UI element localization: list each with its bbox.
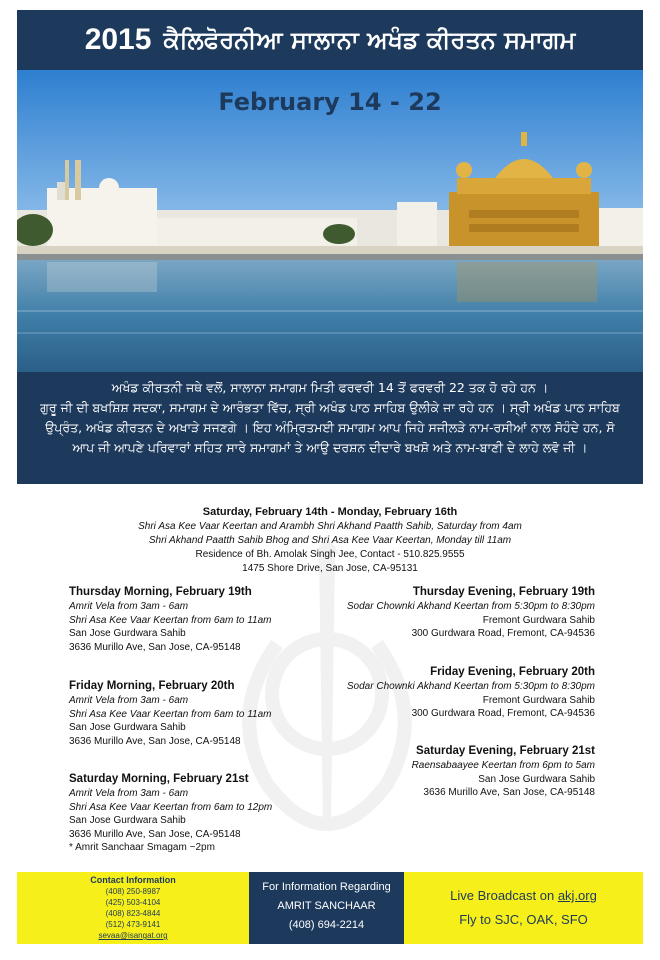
amrit-sanchaar-box [249,872,404,944]
event-heading: Friday Evening, February 20th [430,666,595,678]
opening-address: 1475 Shore Drive, San Jose, CA-95131 [242,563,418,574]
contact-email-link[interactable]: sevaa@isangat.org [98,931,168,940]
event-venue: Fremont Gurdwara Sahib [482,614,595,626]
event-venue: San Jose Gurdwara Sahib [69,628,186,640]
event-note: * Amrit Sanchaar Smagam ~2pm [69,842,215,854]
fly-line: Fly to SJC, OAK, SFO [459,912,588,927]
punjabi-announcement [17,372,643,484]
event-line: Sodar Chownki Akhand Keertan from 5:30pm to 8:30pm [346,601,595,612]
info-phone: (408) 694-2214 [288,919,365,931]
golden-temple-photo [17,70,643,372]
event-thursday-morning [69,584,272,654]
poster-header [17,10,643,70]
event-address: 3636 Murillo Ave, San Jose, CA-95148 [69,641,241,653]
contact-title: Contact Information [90,875,176,885]
event-venue: San Jose Gurdwara Sahib [69,815,186,827]
event-address: 3636 Murillo Ave, San Jose, CA-95148 [69,828,241,840]
poster [17,0,643,960]
opening-residence: Residence of Bh. Amolak Singh Jee, Contact - 510.825.9555 [195,549,465,560]
broadcast-prefix: Live Broadcast on [450,888,558,903]
info-line: AMRIT SANCHAAR [277,900,376,912]
event-friday-evening [347,664,595,721]
contact-box [17,872,249,944]
event-line: Amrit Vela from 3am - 6am [69,788,189,799]
contact-phone: (408) 823-4844 [105,909,161,918]
event-saturday-evening [412,743,595,800]
event-line: Shri Asa Kee Vaar Keertan from 6am to 12pm [69,801,273,813]
event-heading: Saturday Evening, February 21st [416,745,595,757]
event-saturday-morning [69,771,272,855]
event-line: Raensabaayee Keertan from 6pm to 5am [411,760,595,771]
event-line: Sodar Chownki Akhand Keertan from 5:30pm to 8:30pm [346,681,595,692]
poster-title: ਕੈਲਿਫੋਰਨੀਆ ਸਾਲਾਨਾ ਅਖੰਡ ਕੀਰਤਨ ਸਮਾਗਮ [163,26,576,54]
event-address: 3636 Murillo Ave, San Jose, CA-95148 [69,735,241,747]
event-address: 300 Gurdwara Road, Fremont, CA-94536 [411,708,595,720]
schedule-section [17,484,643,872]
opening-heading: Saturday, February 14th - Monday, February 16th [202,506,458,518]
poster-year: 2015 [84,23,152,56]
contact-phone: (512) 473-9141 [105,920,161,929]
event-dates: February 14 - 22 [218,88,442,116]
punjabi-line: ਉਪ੍ਰੰਤ, ਅਖੰਡ ਕੀਰਤਨ ਦੇ ਅਖਾੜੇ ਸਜਣਗੇ । ਇਹ ਅੰਮ੍ਰਿਤਮਈ ਸਮਾਗਮ ਆਪ ਜਿਹੇ ਸਜੀਲੜੇ ਨਾਮ-ਰਸੀਆਂ ਨਾਲ ਸੋਹੰਦੇ ਹਨ, ਸੋ [45,420,615,435]
akj-site-link[interactable]: akj.org [557,888,597,903]
info-line: For Information Regarding [262,881,391,893]
event-venue: Fremont Gurdwara Sahib [482,694,595,706]
contact-phone: (425) 503-4104 [105,898,161,907]
punjabi-line: ਗੁਰੂ ਜੀ ਦੀ ਬਖਸ਼ਿਸ਼ ਸਦਕਾ, ਸਮਾਗਮ ਦੇ ਆਰੰਭਤਾ ਵਿੱਚ, ਸ੍ਰੀ ਅਖੰਡ ਪਾਠ ਸਾਹਿਬ ਉਲੀਕੇ ਜਾ ਰਹੇ ਹਨ । ਸ੍ਰੀ ਅਖੰਡ ਪਾਠ ਸਾਹਿਬ [40,400,620,415]
opening-line: Shri Akhand Paatth Sahib Bhog and Shri Asa Kee Vaar Keertan, Monday till 11am [148,535,512,546]
punjabi-line: ਆਪ ਜੀ ਆਪਣੇ ਪਰਿਵਾਰਾਂ ਸਹਿਤ ਸਾਰੇ ਸਮਾਗਮਾਂ ਤੇ ਆਉ ਦਰਸ਼ਨ ਦੀਦਾਰੇ ਬਖਸ਼ੋ ਅਤੇ ਨਾਮ-ਬਾਣੀ ਦੇ ਲਾਹੇ ਲਵੋ ਜੀ । [72,440,588,455]
event-line: Shri Asa Kee Vaar Keertan from 6am to 11am [69,614,272,626]
event-heading: Saturday Morning, February 21st [69,773,249,785]
punjabi-line: ਅਖੰਡ ਕੀਰਤਨੀ ਜਥੇ ਵਲੋਂ, ਸਾਲਾਨਾ ਸਮਾਗਮ ਮਿਤੀ ਫਰਵਰੀ 14 ਤੋਂ ਫਰਵਰੀ 22 ਤਕ ਹੋ ਰਹੇ ਹਨ । [111,380,549,395]
broadcast-line [404,884,643,908]
event-friday-morning [69,678,272,748]
broadcast-box [404,872,643,944]
event-thursday-evening [347,584,595,641]
footer [17,872,643,944]
opening-line: Shri Asa Kee Vaar Keertan and Arambh Shri Akhand Paatth Sahib, Saturday from 4am [138,521,522,532]
event-line: Amrit Vela from 3am - 6am [69,695,189,706]
event-address: 3636 Murillo Ave, San Jose, CA-95148 [423,787,595,799]
event-heading: Thursday Morning, February 19th [69,586,252,598]
event-heading: Thursday Evening, February 19th [412,586,595,598]
event-venue: San Jose Gurdwara Sahib [478,773,595,785]
contact-phone: (408) 250-8987 [105,887,161,896]
opening-event [17,504,643,576]
event-line: Amrit Vela from 3am - 6am [69,601,189,612]
event-address: 300 Gurdwara Road, Fremont, CA-94536 [411,628,595,640]
event-venue: San Jose Gurdwara Sahib [69,722,186,734]
event-heading: Friday Morning, February 20th [69,680,235,692]
event-line: Shri Asa Kee Vaar Keertan from 6am to 11am [69,708,272,720]
